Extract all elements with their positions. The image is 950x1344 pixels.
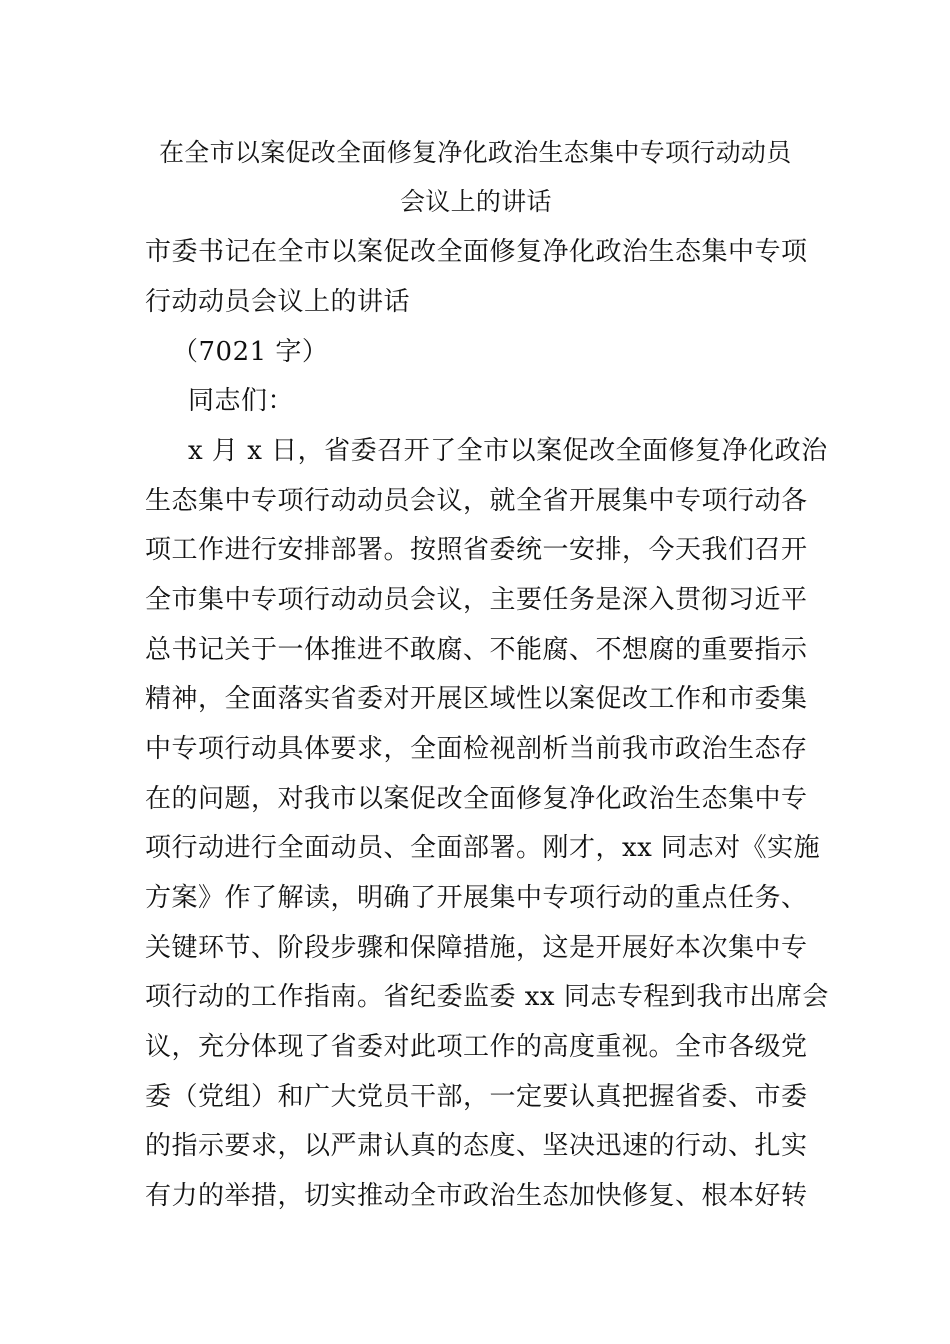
body-line-14: 委（党组）和广大党员干部，一定要认真把握省委、市委	[145, 1082, 808, 1112]
body-line-13: 议，充分体现了省委对此项工作的高度重视。全市各级党	[145, 1032, 808, 1062]
document-title-line-1: 在全市以案促改全面修复净化政治生态集中专项行动动员	[159, 138, 792, 167]
word-count: （7021 字）	[172, 337, 329, 367]
subtitle-line-2: 行动动员会议上的讲话	[145, 287, 411, 317]
body-line-3: 项工作进行安排部署。按照省委统一安排，今天我们召开	[145, 535, 808, 565]
body-line-4: 全市集中专项行动动员会议，主要任务是深入贯彻习近平	[145, 585, 808, 615]
body-line-11: 关键环节、阶段步骤和保障措施，这是开展好本次集中专	[145, 933, 808, 963]
document-title-line-2: 会议上的讲话	[400, 187, 552, 216]
body-line-12: 项行动的工作指南。省纪委监委 xx 同志专程到我市出席会	[145, 982, 829, 1012]
body-line-5: 总书记关于一体推进不敢腐、不能腐、不想腐的重要指示	[145, 635, 808, 665]
body-line-8: 在的问题，对我市以案促改全面修复净化政治生态集中专	[145, 784, 808, 814]
body-line-9: 项行动进行全面动员、全面部署。刚才，xx 同志对《实施	[145, 833, 821, 863]
subtitle-line-1: 市委书记在全市以案促改全面修复净化政治生态集中专项	[145, 237, 808, 267]
body-line-1: x 月 x 日，省委召开了全市以案促改全面修复净化政治	[188, 436, 828, 466]
salutation: 同志们：	[188, 386, 295, 416]
body-line-16: 有力的举措，切实推动全市政治生态加快修复、根本好转	[145, 1181, 808, 1211]
body-line-15: 的指示要求，以严肃认真的态度、坚决迅速的行动、扎实	[145, 1131, 808, 1161]
body-line-7: 中专项行动具体要求，全面检视剖析当前我市政治生态存	[145, 734, 808, 764]
body-line-10: 方案》作了解读，明确了开展集中专项行动的重点任务、	[145, 883, 808, 913]
body-line-6: 精神，全面落实省委对开展区域性以案促改工作和市委集	[145, 684, 808, 714]
body-line-2: 生态集中专项行动动员会议，就全省开展集中专项行动各	[145, 486, 808, 516]
